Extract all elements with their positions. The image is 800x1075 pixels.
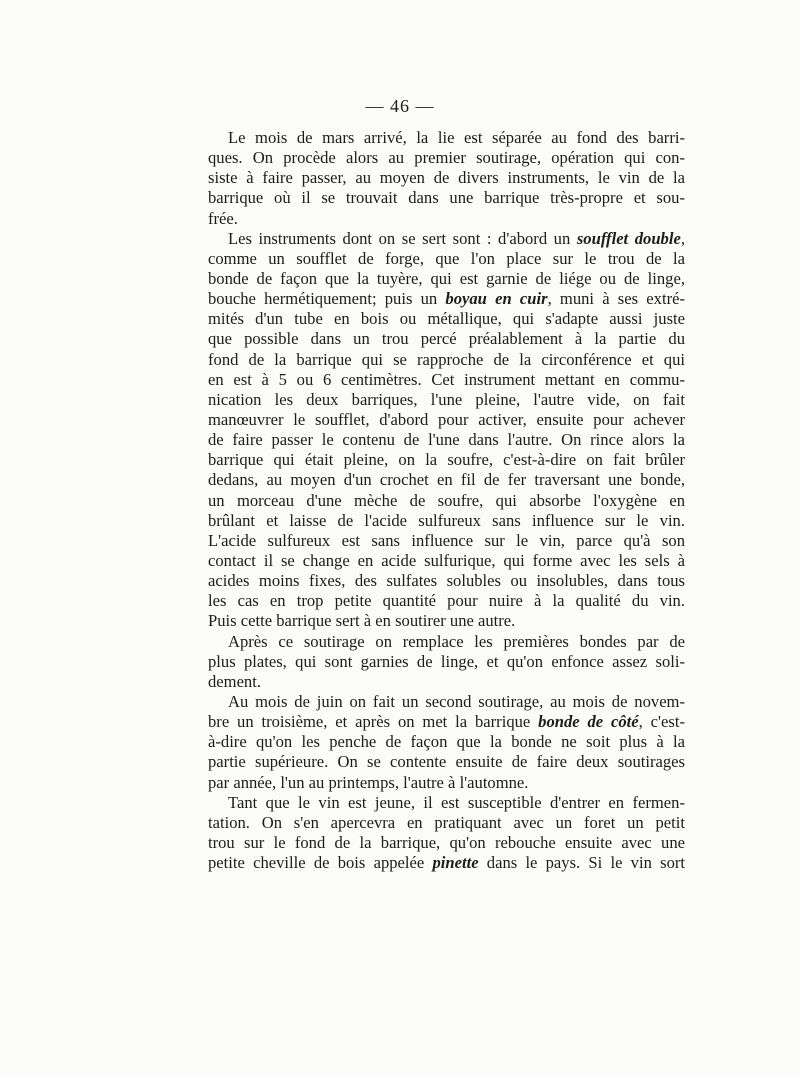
text-line xyxy=(208,571,685,591)
text-line-content: brûlant et laisse de l'acide sulfureux sans influence sur le vin. xyxy=(208,510,685,530)
text-line-content: trou sur le fond de la barrique, qu'on rebouche ensuite avec une xyxy=(208,832,685,852)
text-line xyxy=(208,752,685,772)
text-line xyxy=(208,591,685,611)
text-line xyxy=(208,773,685,793)
text-line-content: en est à 5 ou 6 centimètres. Cet instrument mettant en commu- xyxy=(208,369,685,389)
text-line-continuation: , muni à ses extré- xyxy=(547,289,685,309)
text-line-content: barrique où il se trouvait dans une barrique très-propre et sou- xyxy=(208,188,685,208)
text-line-content: de faire passer le contenu de l'une dans l'autre. On rince alors la xyxy=(208,430,685,450)
text-line xyxy=(208,833,685,853)
text-line-continuation: dans le pays. Si le vin sort xyxy=(478,853,686,873)
text-line xyxy=(208,531,685,551)
text-line xyxy=(208,188,685,208)
text-line xyxy=(208,229,685,249)
text-line xyxy=(208,551,685,571)
text-line-content: par année, l'un au printemps, l'autre à l'automne. xyxy=(208,772,529,792)
text-line xyxy=(208,511,685,531)
body-text xyxy=(208,128,685,873)
text-line-content: dedans, au moyen d'un crochet en fil de fer traversant une bonde, xyxy=(208,470,685,490)
italic-term: boyau en cuir xyxy=(445,289,548,309)
text-line-content: à-dire qu'on les penche de façon que la bonde ne soit plus à la xyxy=(208,732,685,752)
text-line-content: Puis cette barrique sert à en soutirer une autre. xyxy=(208,611,516,631)
text-line xyxy=(208,430,685,450)
text-line-content: mités d'un tube en bois ou métallique, qui s'adapte aussi juste xyxy=(208,309,685,329)
text-line-continuation: , xyxy=(680,228,685,248)
text-line xyxy=(208,632,685,652)
text-line-content: fond de la barrique qui se rapproche de la circonférence et qui xyxy=(208,349,685,369)
text-line-content: L'acide sulfureux est sans influence sur le vin, parce qu'à son xyxy=(208,530,685,550)
italic-term: pinette xyxy=(432,853,479,873)
text-line xyxy=(208,732,685,752)
text-line xyxy=(208,793,685,813)
text-line-content: nication les deux barriques, l'une pleine, l'autre vide, on fait xyxy=(208,389,685,409)
text-line-content: Les instruments dont on se sert sont : d'abord un xyxy=(228,228,577,248)
text-line xyxy=(208,692,685,712)
text-line xyxy=(208,309,685,329)
text-line-content: un morceau d'une mèche de soufre, qui absorbe l'oxygène en xyxy=(208,490,685,510)
text-line xyxy=(208,269,685,289)
text-line xyxy=(208,712,685,732)
text-line xyxy=(208,148,685,168)
text-line xyxy=(208,491,685,511)
text-line xyxy=(208,128,685,148)
text-line-content: Après ce soutirage on remplace les premières bondes par de xyxy=(228,631,685,651)
text-line xyxy=(208,672,685,692)
text-line xyxy=(208,168,685,188)
italic-term: soufflet double xyxy=(576,228,681,248)
text-line-content: bouche hermétiquement; puis un xyxy=(208,289,446,309)
text-line xyxy=(208,853,685,873)
text-line-content: manœuvrer le soufflet, d'abord pour activer, ensuite pour achever xyxy=(208,409,685,429)
text-line-content: comme un soufflet de forge, que l'on place sur le trou de la xyxy=(208,248,685,268)
text-line xyxy=(208,611,685,631)
text-line-content: les cas en trop petite quantité pour nuire à la qualité du vin. xyxy=(208,591,685,611)
text-line xyxy=(208,209,685,229)
text-line xyxy=(208,390,685,410)
text-line xyxy=(208,249,685,269)
text-line-content: acides moins fixes, des sulfates solubles ou insolubles, dans tous xyxy=(208,571,685,591)
text-line-content: tation. On s'en apercevra en pratiquant avec un foret un petit xyxy=(208,812,685,832)
text-line-continuation: , c'est- xyxy=(638,712,685,732)
text-line-content: bre un troisième, et après on met la barrique xyxy=(208,712,539,732)
text-line xyxy=(208,410,685,430)
text-line xyxy=(208,652,685,672)
text-line xyxy=(208,329,685,349)
italic-term: bonde de côté xyxy=(538,712,639,732)
text-line xyxy=(208,350,685,370)
text-line-content: frée. xyxy=(208,208,238,228)
text-line xyxy=(208,813,685,833)
text-line xyxy=(208,370,685,390)
text-line-content: Le mois de mars arrivé, la lie est séparée au fond des barri- xyxy=(228,128,685,147)
text-line xyxy=(208,289,685,309)
text-line-content: ques. On procède alors au premier soutirage, opération qui con- xyxy=(208,148,685,168)
page-number: — 46 — xyxy=(365,96,435,116)
text-line-content: Au mois de juin on fait un second soutirage, au mois de novem- xyxy=(228,691,685,711)
text-line xyxy=(208,450,685,470)
text-line-content: siste à faire passer, au moyen de divers instruments, le vin de la xyxy=(208,168,685,188)
text-line xyxy=(208,470,685,490)
text-line-content: contact il se change en acide sulfurique, qui forme avec les sels à xyxy=(208,550,685,570)
text-line-content: partie supérieure. On se contente ensuite de faire deux soutirages xyxy=(208,752,685,772)
text-line-content: dement. xyxy=(208,671,261,691)
text-line-content: Tant que le vin est jeune, il est susceptible d'entrer en fermen- xyxy=(228,792,685,812)
text-line-content: petite cheville de bois appelée xyxy=(208,853,433,873)
text-line-content: plus plates, qui sont garnies de linge, et qu'on enfonce assez soli- xyxy=(208,651,685,671)
text-line-content: bonde de façon que la tuyère, qui est garnie de liége ou de linge, xyxy=(208,268,685,288)
text-line-content: que possible dans un trou percé préalablement à la partie du xyxy=(208,329,685,349)
text-line-content: barrique qui était pleine, on la soufre, c'est-à-dire on fait brûler xyxy=(208,450,685,470)
